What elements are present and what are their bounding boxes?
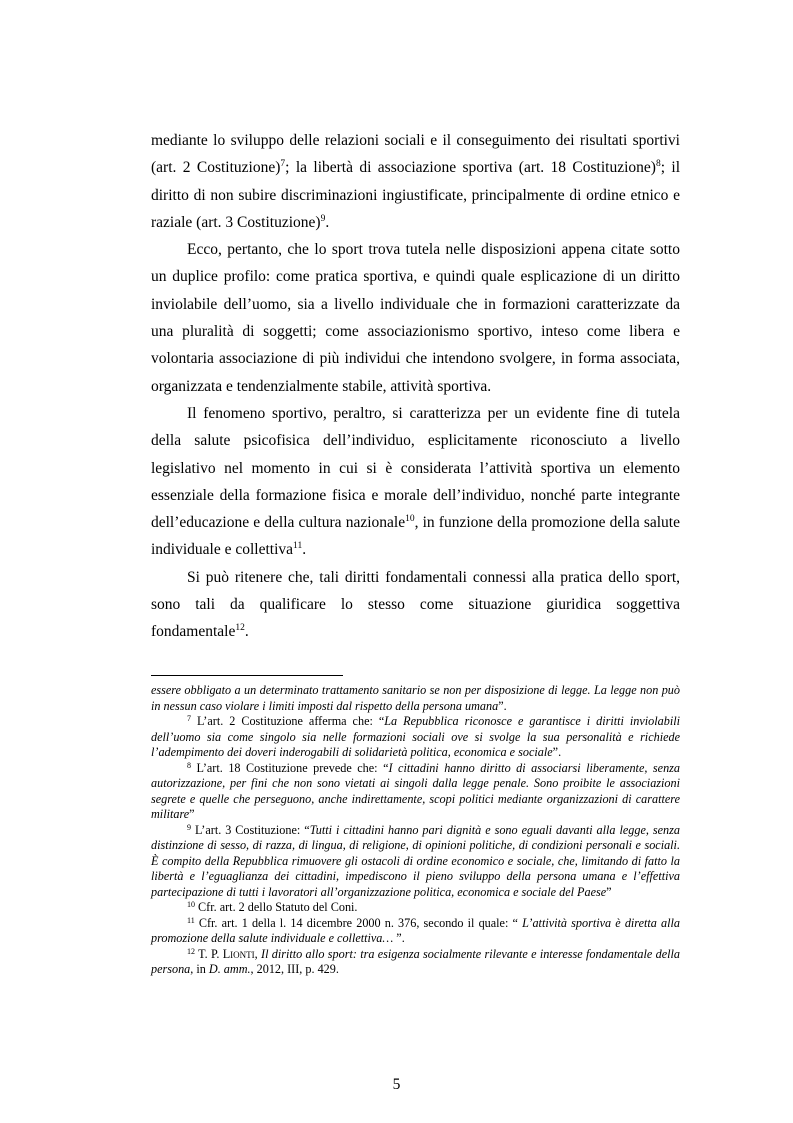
paragraph-1: mediante lo sviluppo delle relazioni sociali e il conseguimento dei risultati sportivi (art. 2 Costituzione)$^7$; la libertà di associazione sportiva (art. 18 Costituzione)$^8$; il diritto di non subire discriminazioni ingiustificate, principalmente di ordine etnico e raziale (art. 3 Costituzione)$^9$. (151, 132, 680, 231)
footnote-ref-9[interactable]: 9 (320, 213, 326, 224)
work-title: Il diritto allo sport: tra esigenza socialmente rilevante e interesse fondamentale della persona (151, 946, 680, 976)
main-text (151, 127, 680, 646)
footnote-ref-11[interactable]: 11 (293, 541, 303, 552)
page-number: 5 (392, 1076, 401, 1093)
footnote-10: $^{10}$ Cfr. art. 2 dello Statuto del Coni. (187, 900, 358, 914)
footnote-8: $^8$ L’art. 18 Costituzione prevede che: “I cittadini hanno diritto di associarsi liberamente, senza autorizzazione, per fini che non sono vietati ai singoli dalla legge penale. Sono proibite le associazioni segrete e quelle che perseguono, anche indirettamente, scopi politici mediante organizzazioni di carattere militare” (151, 760, 680, 821)
paragraph-4: Si può ritenere che, tali diritti fondamentali connessi alla pratica dello sport, sono tali da qualificare lo stesso come situazione giuridica soggettiva fondamentale$^{12}$. (151, 568, 680, 641)
footnote-12: $^{12}$ T. P. Lionti, Il diritto allo sport: tra esigenza socialmente rilevante e interesse fondamentale della persona, in D. amm., 2012, III, p. 429. (151, 946, 680, 976)
footnote-separator (151, 675, 343, 676)
footnote-continuation: essere obbligato a un determinato trattamento sanitario se non per disposizione di legge. La legge non può in nessun caso violare i limiti imposti dal rispetto della persona umana”. (151, 683, 680, 713)
footnote-ref-10[interactable]: 10 (405, 514, 415, 525)
author-name: Lionti (222, 946, 255, 961)
footnote-7: $^7$ L’art. 2 Costituzione afferma che: “La Repubblica riconosce e garantisce i diritti inviolabili dell’uomo sia come singolo sia nelle formazioni sociali ove si svolge la sua personalità e richiede l’adempimento dei doveri inderogabili di solidarietà politica, economica e sociale”. (151, 714, 681, 759)
paragraph-2: Ecco, pertanto, che lo sport trova tutela nelle disposizioni appena citate sotto un duplice profilo: come pratica sportiva, e quindi quale esplicazione di un diritto inviolabile dell’uomo, sia a livello individuale che in formazioni caratterizzate da una pluralità di soggetti; come associazionismo sportivo, inteso come libera e volontaria associazione di più individui che intendono svolgere, in forma associata, organizzata e tendenzialmente stabile, attività sportiva. (151, 241, 680, 395)
footnote-ref-7[interactable]: 7 (280, 159, 286, 170)
footnotes (151, 683, 680, 978)
footnote-ref-8[interactable]: 8 (655, 159, 661, 170)
footnote-9: $^9$ L’art. 3 Costituzione: “Tutti i cittadini hanno pari dignità e sono eguali davanti alla legge, senza distinzione di sesso, di razza, di lingua, di religione, di opinioni politiche, di condizioni personali e sociali. È compito della Repubblica rimuovere gli ostacoli di ordine economico e sociale, che, limitando di fatto la libertà e l’eguaglianza dei cittadini, impediscono il pieno sviluppo della persona umana e l’effettiva partecipazione di tutti i lavoratori all’organizzazione politica, economica e sociale del Paese” (151, 822, 680, 899)
paragraph-3: Il fenomeno sportivo, peraltro, si caratterizza per un evidente fine di tutela della salute psicofisica dell’individuo, esplicitamente riconosciuto a livello legislativo nel momento in cui si è considerata l’attività sportiva un elemento essenziale della formazione fisica e morale dell’individuo, nonché parte integrante dell’educazione e della cultura nazionale$^{10}$, in funzione della promozione della salute individuale e collettiva$^{11}$. (151, 404, 680, 559)
footnote-ref-12[interactable]: 12 (235, 623, 245, 634)
journal-name: D. amm. (208, 962, 251, 976)
footnote-11: $^{11}$ Cfr. art. 1 della l. 14 dicembre 2000 n. 376, secondo il quale: “ L’attività sportiva è diretta alla promozione della salute individuale e collettiva… ”. (151, 915, 680, 945)
